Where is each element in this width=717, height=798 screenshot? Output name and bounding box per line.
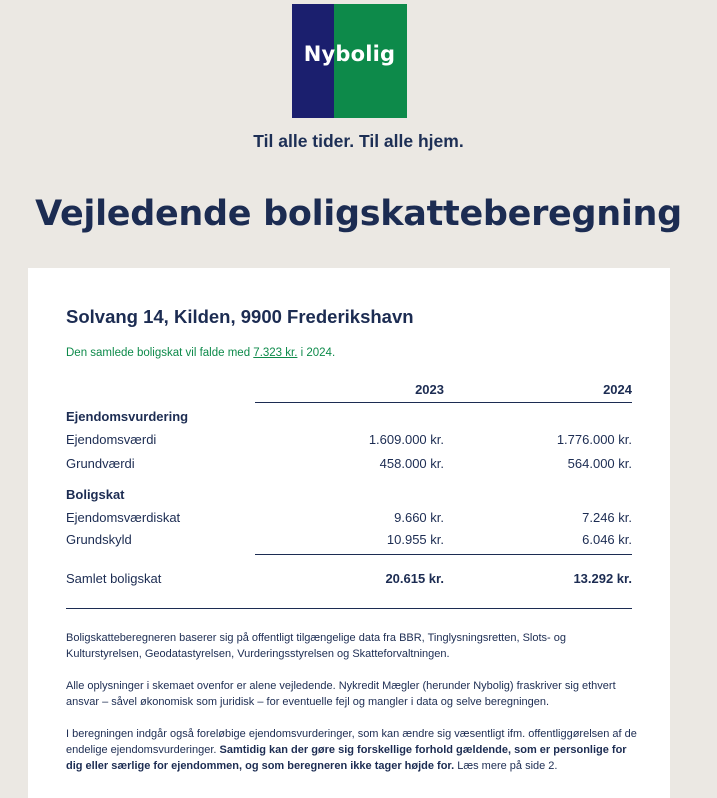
summary-prefix: Den samlede boligskat vil falde med: [66, 347, 254, 359]
summary-suffix: i 2024.: [297, 347, 336, 359]
disclaimer-preliminary: [66, 726, 638, 774]
table-bottom-divider: [66, 608, 632, 609]
row-label-grundvaerdi: Grundværdi: [66, 456, 135, 471]
row-label-total: Samlet boligskat: [66, 571, 162, 586]
ejendomsvaerdi-2023: 1.609.000 kr.: [368, 432, 444, 447]
section-ejendomsvurdering: Ejendomsvurdering: [66, 409, 189, 424]
header-divider: [255, 402, 632, 403]
grundvaerdi-2024: 564.000 kr.: [567, 456, 632, 471]
row-label-grundskyld: Grundskyld: [66, 532, 132, 547]
property-address: Solvang 14, Kilden, 9900 Frederikshavn: [66, 306, 414, 327]
disclaimer-data-sources: Boligskatteberegneren baserer sig på offentligt tilgængelige data fra BBR, Tinglysningsretten, Slots- og Kulturstyrelsen, Geodatastyrelsen, Vurderingsstyrelsen og Skatteforvaltningen.: [66, 632, 566, 660]
total-2023: 20.615 kr.: [385, 571, 444, 586]
slogan: Til alle tider. Til alle hjem.: [253, 131, 464, 151]
subtotal-divider: [255, 554, 632, 555]
page-title: Vejledende boligskatteberegning: [35, 194, 682, 234]
column-header-2023: 2023: [415, 382, 444, 397]
summary-amount: 7.323 kr.: [253, 347, 298, 359]
grundvaerdi-2023: 458.000 kr.: [379, 456, 444, 471]
total-2024: 13.292 kr.: [573, 571, 632, 586]
disclaimer-preliminary-text: I beregningen indgår også foreløbige ejendomsvurderinger, som kan ændre sig væsentligt ifm. offentliggørelsen af de endelige ejendomsvurderinger.: [66, 728, 637, 756]
ejendomsvaerdiskat-2024: 7.246 kr.: [582, 510, 632, 525]
ejendomsvaerdiskat-2023: 9.660 kr.: [394, 510, 444, 525]
logo-text: Nybolig: [303, 42, 396, 66]
grundskyld-2024: 6.046 kr.: [582, 532, 632, 547]
row-label-ejendomsvaerdiskat: Ejendomsværdiskat: [66, 510, 181, 525]
grundskyld-2023: 10.955 kr.: [386, 532, 444, 547]
section-boligskat: Boligskat: [66, 487, 125, 502]
tax-card: [28, 268, 670, 798]
nybolig-logo: [292, 4, 407, 118]
disclaimer-liability: Alle oplysninger i skemaet ovenfor er alene vejledende. Nykredit Mægler (herunder Nybolig) fraskriver sig ethvert ansvar – såvel økonomisk som juridisk – for eventuelle fejl og mangler i data og selve beregningen.: [66, 680, 616, 708]
tax-summary: [66, 347, 335, 359]
row-label-ejendomsvaerdi: Ejendomsværdi: [66, 432, 157, 447]
column-header-2024: 2024: [603, 382, 632, 397]
ejendomsvaerdi-2024: 1.776.000 kr.: [556, 432, 632, 447]
disclaimer-preliminary-end: Læs mere på side 2.: [454, 760, 558, 772]
disclaimer-preliminary-bold: Samtidig kan der gøre sig forskellige forhold gældende, som er personlige for dig eller særlige for ejendommen, og som beregneren ikke tager højde for.: [66, 744, 627, 772]
